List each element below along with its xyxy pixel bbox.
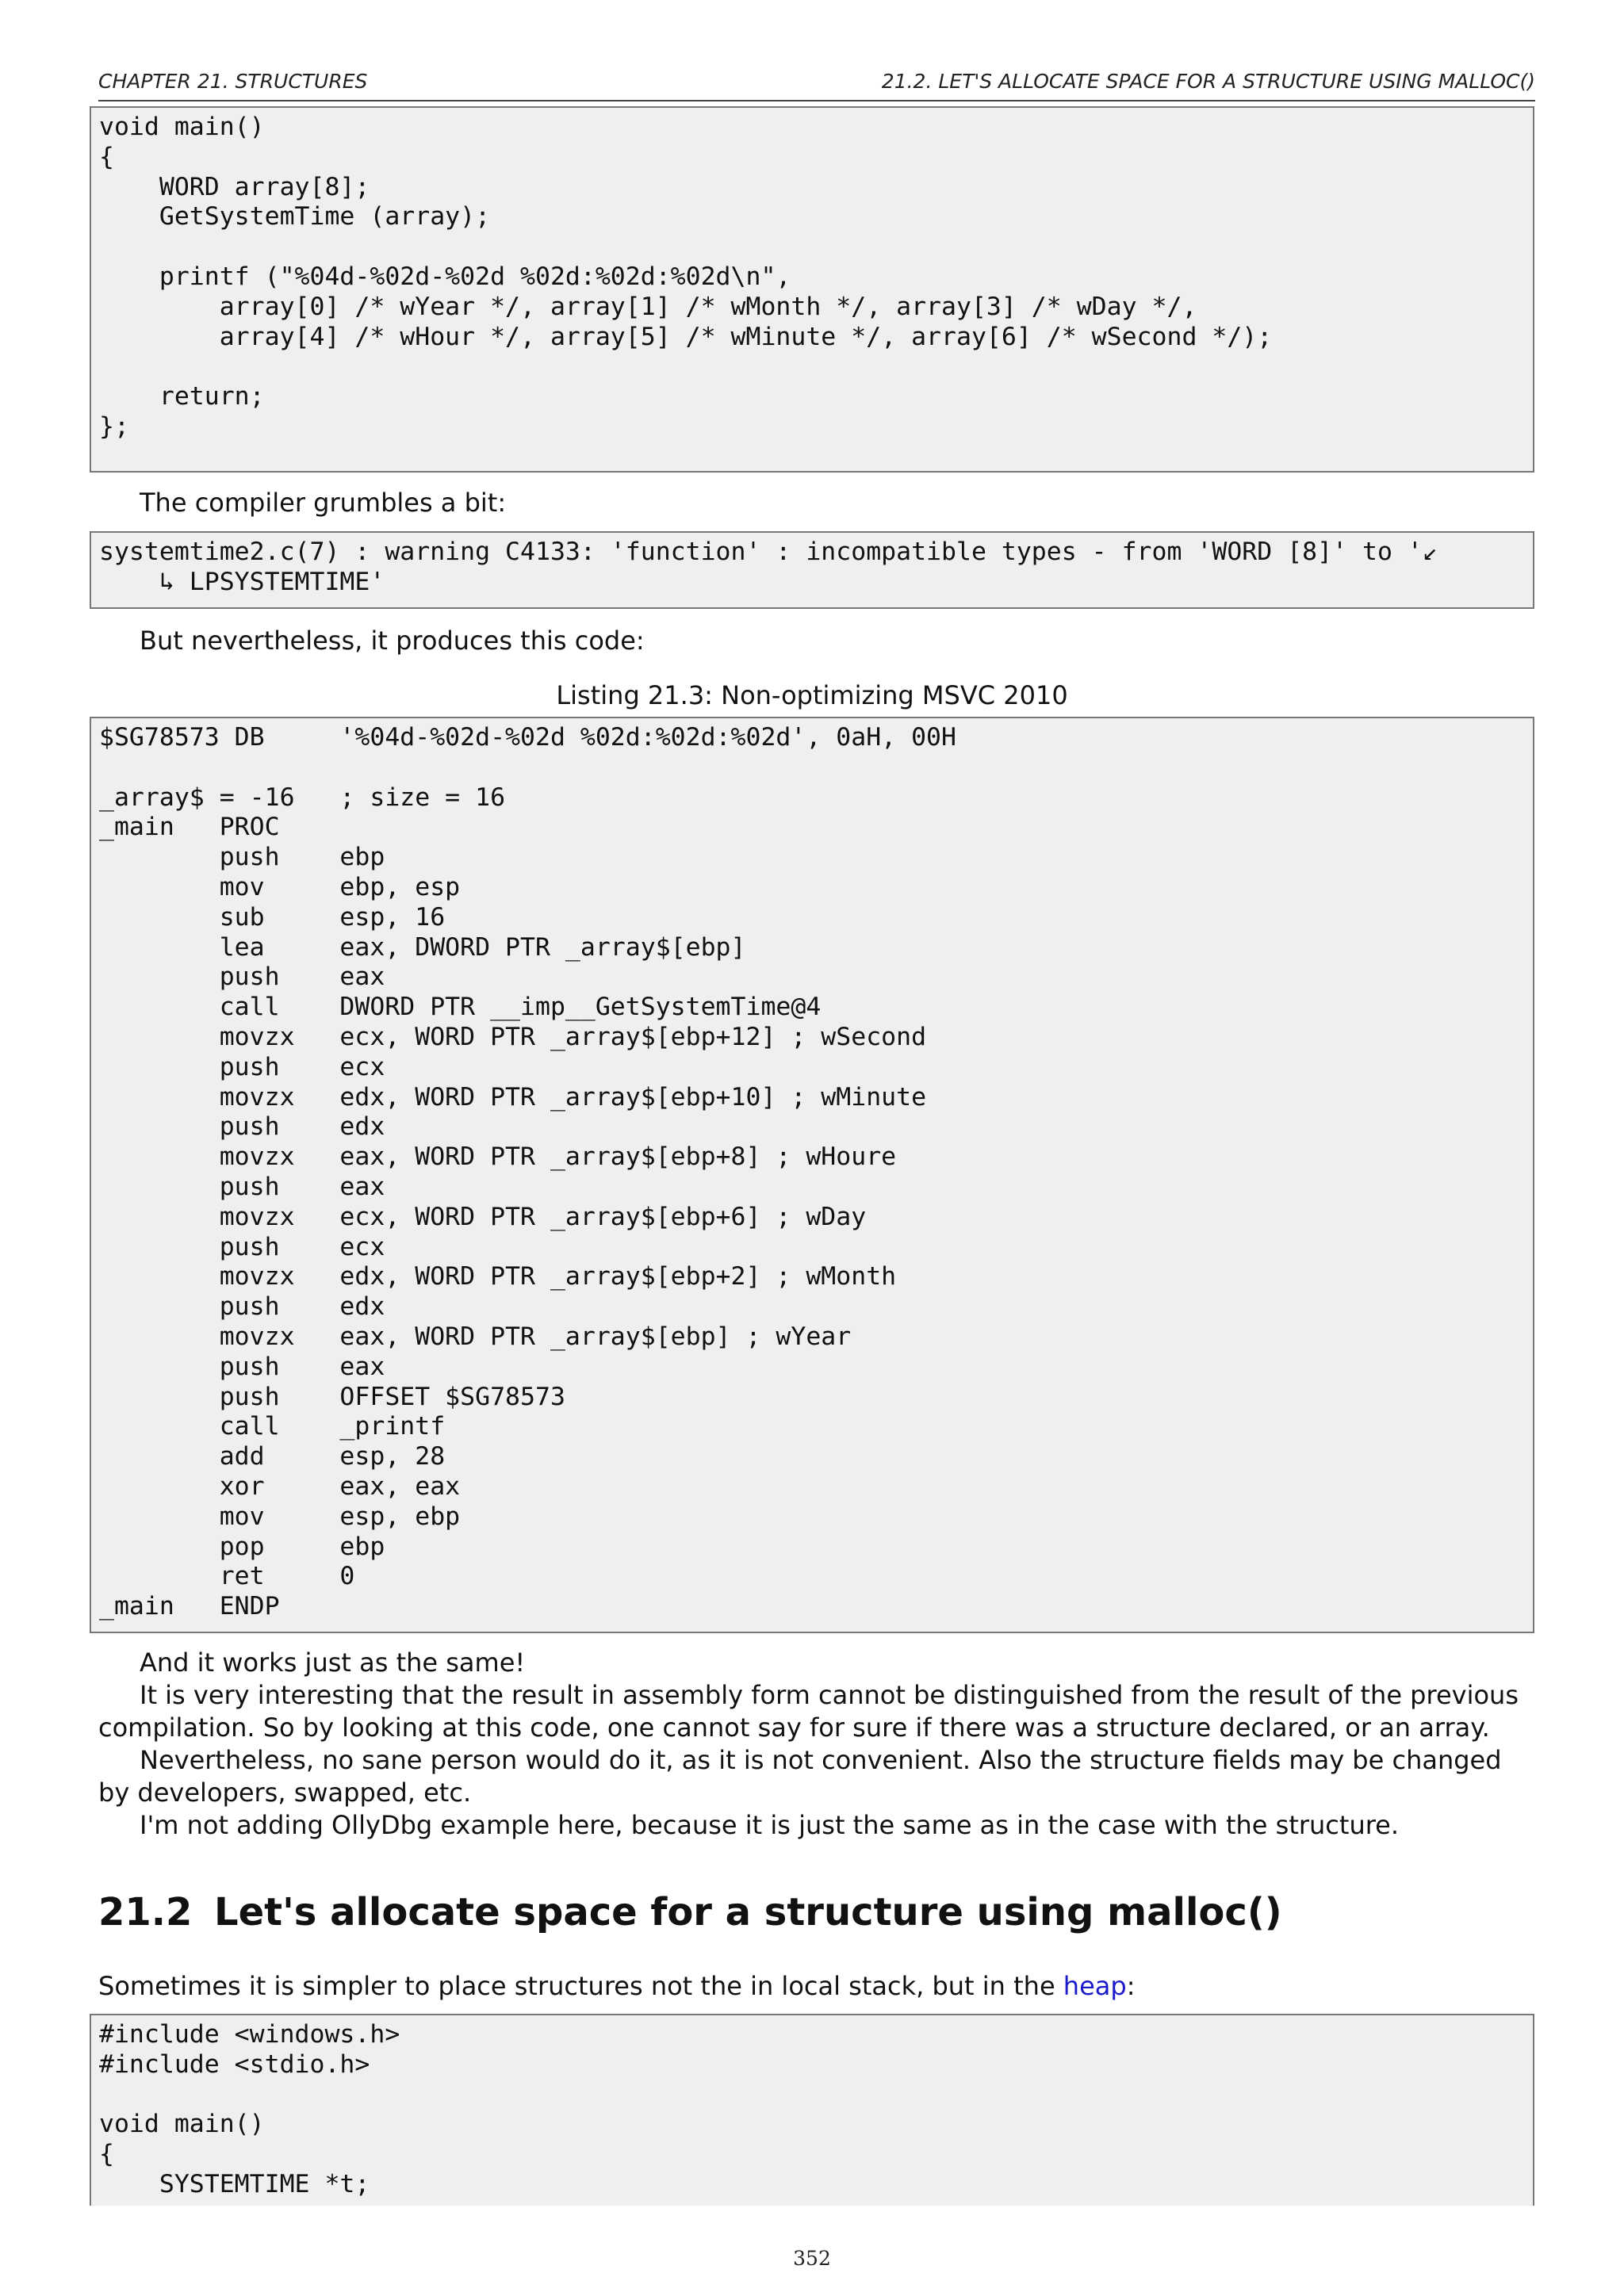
page-number: 352 (793, 2247, 831, 2270)
paragraph-interesting: It is very interesting that the result in assembly form cannot be distinguished from the result of the previous compilation. So by looking at this code, one cannot say for sure if there was a structure declared, or an array. (98, 1680, 1519, 1743)
heap-link[interactable]: heap (1063, 1971, 1127, 2001)
listing-caption: Listing 21.3: Non-optimizing MSVC 2010 (556, 680, 1068, 710)
code-block-main-array: void main() { WORD array[8]; GetSystemTime (array); printf ("%04d-%02d-%02d %02d:%02d:%02d\n", array[0] /* wYear */, array[1] /* wMonth */, array[3] /* wDay */, array[4] /* wHour */, array[5] /* wMinute */, array[6] /* wSecond */); return; }; (90, 106, 1534, 473)
paragraph-heap-colon: : (1126, 1971, 1136, 2001)
header-section: 21.2. LET'S ALLOCATE SPACE FOR A STRUCTURE USING MALLOC() (881, 70, 1535, 93)
paragraph-compiler-grumbles: The compiler grumbles a bit: (140, 488, 507, 518)
code-block-msvc-listing: $SG78573 DB '%04d-%02d-%02d %02d:%02d:%02d', 0aH, 00H _array$ = -16 ; size = 16 _main PROC push ebp mov ebp, esp sub esp, 16 lea eax, DWORD PTR _array$[ebp] push eax call DWORD PTR __imp__GetSystemTime@4 movzx ecx, WORD PTR _array$[ebp+12] ; wSecond push ecx movzx edx, WORD PTR _array$[ebp+10] ; wMinute push edx movzx eax, WORD PTR _array$[ebp+8] ; wHoure push eax movzx ecx, WORD PTR _array$[ebp+6] ; wDay push ecx movzx edx, WORD PTR _array$[ebp+2] ; wMonth push edx movzx eax, WORD PTR _array$[ebp] ; wYear push eax push OFFSET $SG78573 call _printf add esp, 28 xor eax, eax mov esp, ebp pop ebp ret 0 _main ENDP (90, 717, 1534, 1633)
paragraph-no-sane-person: Nevertheless, no sane person would do it, as it is not convenient. Also the structure fields may be changed by developers, swapped, etc. (98, 1745, 1502, 1808)
header-chapter: CHAPTER 21. STRUCTURES (98, 70, 368, 93)
running-header (98, 67, 1535, 101)
section-title: Let's allocate space for a structure using malloc() (214, 1890, 1282, 1934)
paragraph-ollydbg: I'm not adding OllyDbg example here, because it is just the same as in the case with the structure. (140, 1810, 1400, 1840)
paragraph-works: And it works just as the same! (140, 1647, 526, 1678)
section-number: 21.2 (98, 1890, 193, 1934)
code-block-compiler-warning: systemtime2.c(7) : warning C4133: 'function' : incompatible types - from 'WORD [8]' to '↙ ↳ LPSYSTEMTIME' (90, 531, 1534, 609)
code-block-malloc-example: #include <windows.h> #include <stdio.h> void main() { SYSTEMTIME *t; (90, 2014, 1534, 2206)
paragraph-produces-code: But nevertheless, it produces this code: (140, 626, 645, 656)
paragraph-heap-text: Sometimes it is simpler to place structures not the in local stack, but in the (98, 1971, 1063, 2001)
section-heading (98, 1890, 1282, 1934)
paragraph-heap (98, 1970, 1529, 2003)
